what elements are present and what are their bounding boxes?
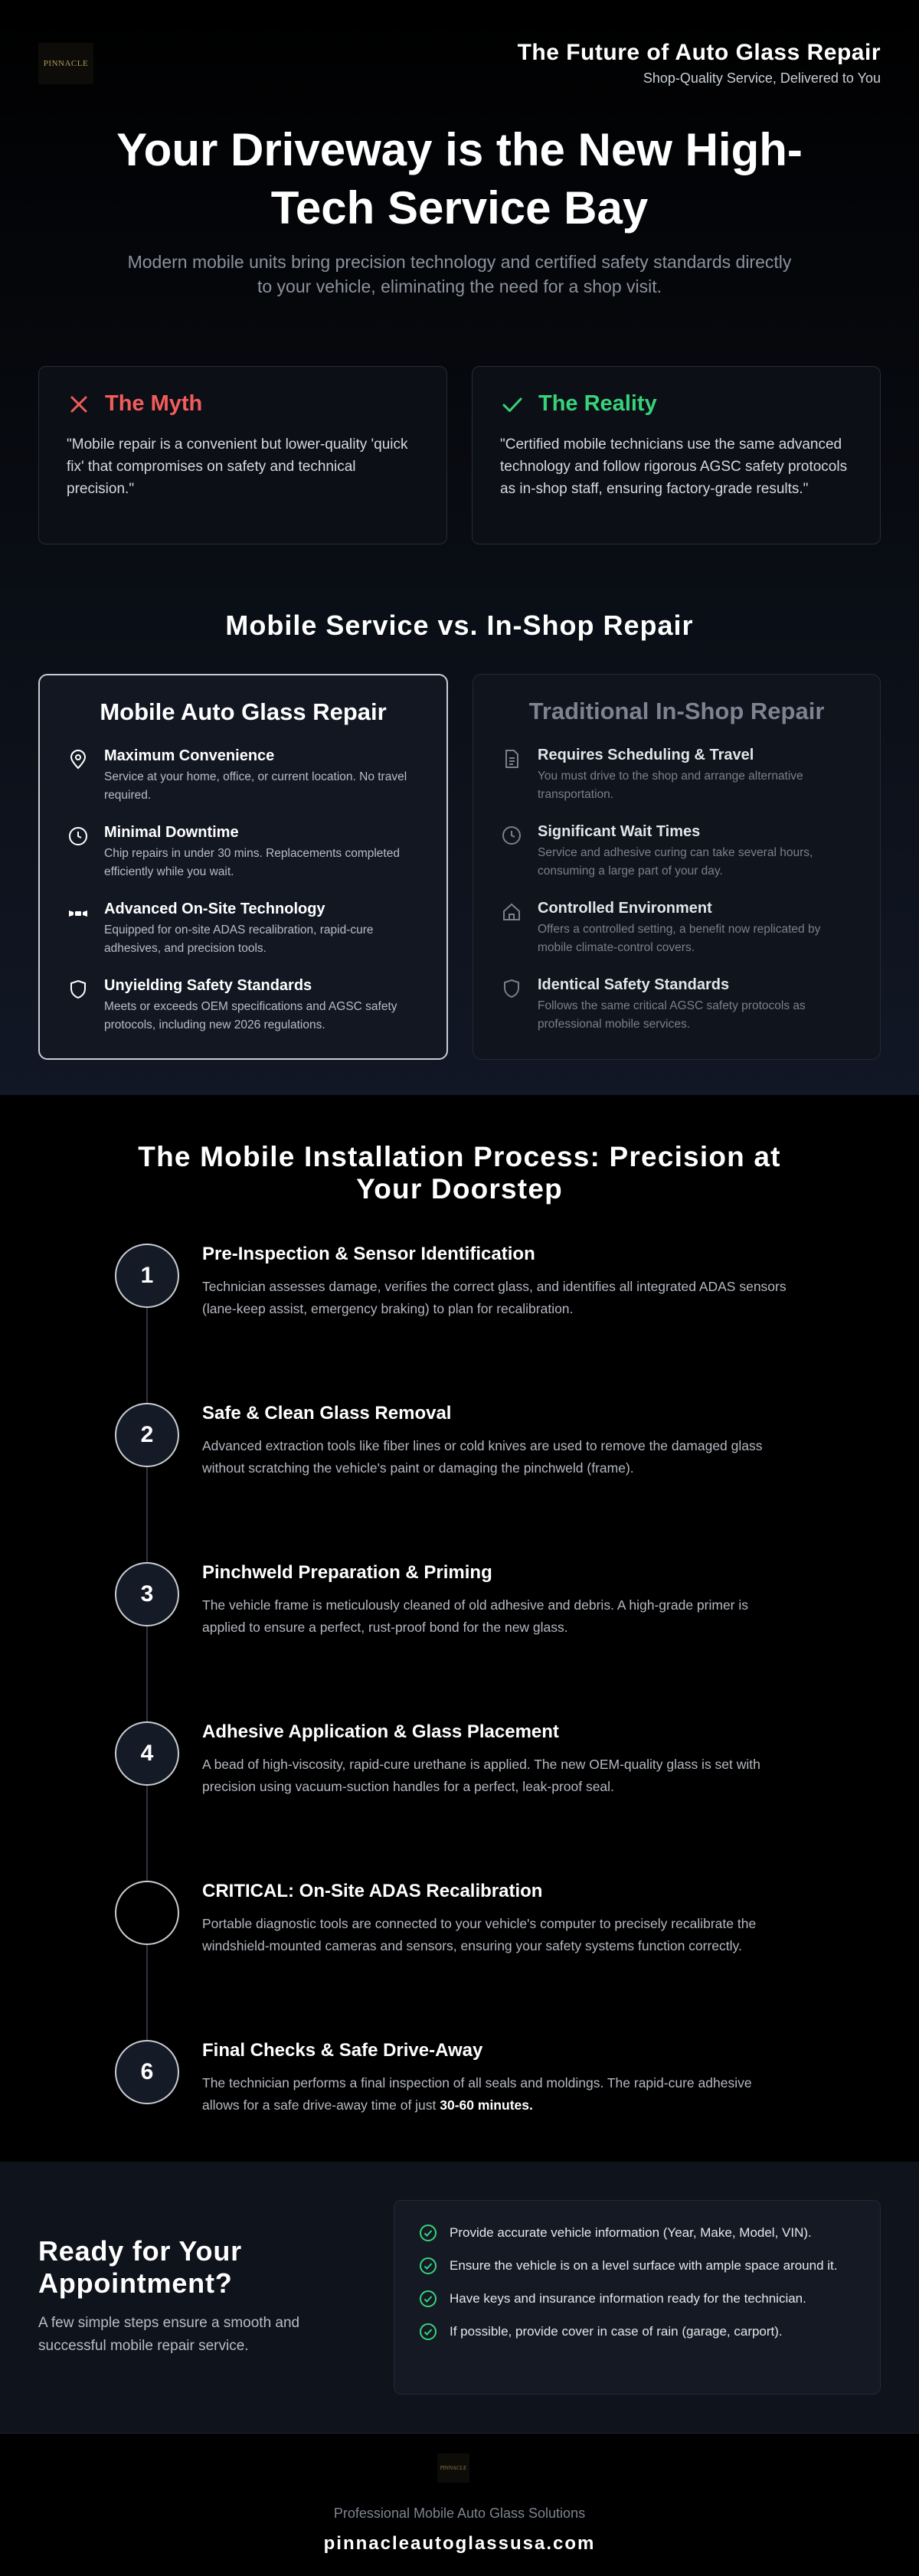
timeline-line	[146, 1626, 148, 1721]
step-number: 2	[115, 1403, 179, 1467]
step-number	[115, 1881, 179, 1945]
shop-item-title: Identical Safety Standards	[538, 976, 730, 993]
header-subtitle: Shop-Quality Service, Delivered to You	[643, 70, 881, 86]
shield-icon	[501, 976, 524, 1031]
mobile-item-desc: Service at your home, office, or current location. No travel required.	[104, 770, 407, 802]
step-desc: Technician assesses damage, verifies the correct glass, and identifies all integrated ADAS sensors (lane-keep assist, emergency braking) to plan for recalibration.	[202, 1279, 787, 1316]
step-desc: The vehicle frame is meticulously cleaned of old adhesive and debris. A high-grade primer is applied to ensure a perfect, rust-proof bond for the new glass.	[202, 1597, 749, 1635]
step-desc	[202, 2072, 792, 2117]
check-circle-icon	[419, 2257, 437, 2275]
footer-tagline: Professional Mobile Auto Glass Solutions	[333, 2506, 586, 2521]
footer-logo-text: PINNACLE	[440, 2465, 467, 2471]
checklist-item	[419, 2321, 855, 2342]
comparison-row	[38, 674, 881, 1060]
mobile-item	[67, 901, 419, 956]
shop-item-desc: Service and adhesive curing can take several hours, consuming a large part of your day.	[538, 846, 813, 878]
step-desc: A bead of high-viscosity, rapid-cure urethane is applied. The new OEM-quality glass is set with precision using vacuum-suction handles for a perfect, leak-proof seal.	[202, 1757, 760, 1794]
timeline-line	[146, 1786, 148, 1881]
x-icon	[67, 392, 91, 417]
myth-text: "Mobile repair is a convenient but lower-quality 'quick fix' that compromises on safety and technical precision."	[67, 436, 408, 497]
header-title: The Future of Auto Glass Repair	[517, 40, 881, 65]
location-pin-icon	[67, 747, 90, 803]
mobile-item-title: Advanced On-Site Technology	[104, 901, 325, 917]
process-step	[115, 1403, 804, 1562]
header-titles	[518, 40, 881, 87]
shop-item-title: Significant Wait Times	[538, 823, 701, 840]
mobile-item	[67, 977, 419, 1032]
shield-icon	[67, 977, 90, 1032]
step-number: 1	[115, 1244, 179, 1308]
reality-card	[472, 366, 881, 544]
mobile-item	[67, 747, 419, 803]
myth-title: The Myth	[105, 391, 203, 416]
step-title: Pre-Inspection & Sensor Identification	[202, 1244, 535, 1264]
step-desc: Portable diagnostic tools are connected to your vehicle's computer to precisely recalibrate the windshield-mounted cameras and sensors, ensuring your safety systems function correctly.	[202, 1916, 757, 1953]
process-heading: The Mobile Installation Process: Precision at Your Doorstep	[138, 1141, 781, 1205]
shop-item	[501, 900, 852, 955]
shop-card-title: Traditional In-Shop Repair	[528, 698, 825, 724]
mobile-repair-card	[38, 674, 448, 1060]
footer-logo[interactable]	[437, 2453, 469, 2483]
step-number: 3	[115, 1562, 179, 1626]
hero-title: Your Driveway is the New High-Tech Service Bay	[116, 124, 803, 234]
checklist-item	[419, 2288, 855, 2309]
step-title: CRITICAL: On-Site ADAS Recalibration	[202, 1881, 543, 1901]
process-step	[115, 1881, 804, 2040]
check-circle-icon	[419, 2224, 437, 2242]
ready-section	[0, 2162, 919, 2433]
step-title: Pinchweld Preparation & Priming	[202, 1562, 492, 1583]
shop-item-title: Requires Scheduling & Travel	[538, 747, 754, 763]
check-circle-icon	[419, 2290, 437, 2308]
shop-item	[501, 747, 852, 802]
shop-item	[501, 976, 852, 1031]
mobile-item-desc: Meets or exceeds OEM specifications and AGSC safety protocols, including new 2026 regulations.	[104, 1000, 397, 1031]
step-number: 6	[115, 2040, 179, 2104]
checklist-item	[419, 2255, 855, 2276]
checklist-text: Ensure the vehicle is on a level surface with ample space around it.	[450, 2258, 838, 2273]
shop-item-desc: Follows the same critical AGSC safety protocols as professional mobile services.	[538, 999, 806, 1031]
myth-card	[38, 366, 447, 544]
process-step	[115, 1721, 804, 1881]
step-desc-text: The technician performs a final inspection of all seals and moldings. The rapid-cure adhesive allows for a safe drive-away time of just	[202, 2075, 752, 2113]
hero-section	[0, 0, 919, 1095]
mobile-item-title: Minimal Downtime	[104, 824, 239, 841]
timeline-line	[146, 1308, 148, 1403]
checklist-text: If possible, provide cover in case of rain (garage, carport).	[450, 2324, 783, 2339]
footer-website-link[interactable]: pinnacleautoglassusa.com	[323, 2533, 596, 2554]
process-step	[115, 1244, 804, 1403]
reality-text: "Certified mobile technicians use the same advanced technology and follow rigorous AGSC safety protocols as in-shop staff, ensuring factory-grade results."	[500, 436, 848, 497]
checklist-text: Have keys and insurance information ready for the technician.	[450, 2291, 806, 2306]
step-desc-bold: 30-60 minutes.	[440, 2097, 533, 2113]
myth-reality-row	[38, 366, 881, 544]
in-shop-repair-card	[473, 674, 881, 1060]
footer	[0, 2433, 919, 2576]
mobile-item	[67, 824, 419, 879]
step-title: Final Checks & Safe Drive-Away	[202, 2040, 483, 2061]
check-circle-icon	[419, 2323, 437, 2341]
clock-icon	[67, 824, 90, 879]
timeline-line	[146, 1945, 148, 2040]
mobile-item-desc: Chip repairs in under 30 mins. Replacements completed efficiently while you wait.	[104, 847, 400, 878]
ready-title: Ready for Your Appointment?	[38, 2235, 242, 2299]
process-section	[0, 1095, 919, 2162]
comparison-heading: Mobile Service vs. In-Shop Repair	[225, 610, 694, 641]
mobile-item-desc: Equipped for on-site ADAS recalibration, rapid-cure adhesives, and precision tools.	[104, 924, 374, 955]
checklist-text: Provide accurate vehicle information (Year, Make, Model, VIN).	[450, 2225, 812, 2240]
shop-item	[501, 823, 852, 878]
sensor-tech-icon	[67, 901, 90, 956]
timeline-line	[146, 1467, 148, 1562]
shop-item-desc: Offers a controlled setting, a benefit now replicated by mobile climate-control covers.	[538, 923, 821, 954]
mobile-item-title: Maximum Convenience	[104, 747, 275, 764]
brand-logo[interactable]	[38, 43, 93, 84]
document-icon	[501, 747, 524, 802]
hero-subtitle: Modern mobile units bring precision technology and certified safety standards directly to your vehicle, eliminating the need for a shop visit.	[127, 252, 792, 296]
mobile-card-title: Mobile Auto Glass Repair	[100, 698, 387, 725]
checklist-box	[394, 2200, 881, 2395]
clock-icon	[501, 823, 524, 878]
reality-title: The Reality	[538, 391, 657, 416]
shop-item-title: Controlled Environment	[538, 900, 712, 917]
brand-logo-text: PINNACLE	[43, 59, 89, 68]
home-icon	[501, 900, 524, 955]
mobile-item-title: Unyielding Safety Standards	[104, 977, 312, 994]
checklist-item	[419, 2222, 855, 2243]
step-desc: Advanced extraction tools like fiber lines or cold knives are used to remove the damaged glass without scratching the vehicle's paint or damaging the pinchweld (frame).	[202, 1438, 763, 1476]
shop-item-desc: You must drive to the shop and arrange alternative transportation.	[538, 770, 803, 801]
checkmark-icon	[500, 392, 525, 417]
ready-subtitle: A few simple steps ensure a smooth and successful mobile repair service.	[38, 2315, 300, 2354]
step-title: Adhesive Application & Glass Placement	[202, 1721, 559, 1742]
step-title: Safe & Clean Glass Removal	[202, 1403, 452, 1424]
step-number: 4	[115, 1721, 179, 1786]
process-step	[115, 1562, 804, 1721]
process-step	[115, 2040, 804, 2147]
